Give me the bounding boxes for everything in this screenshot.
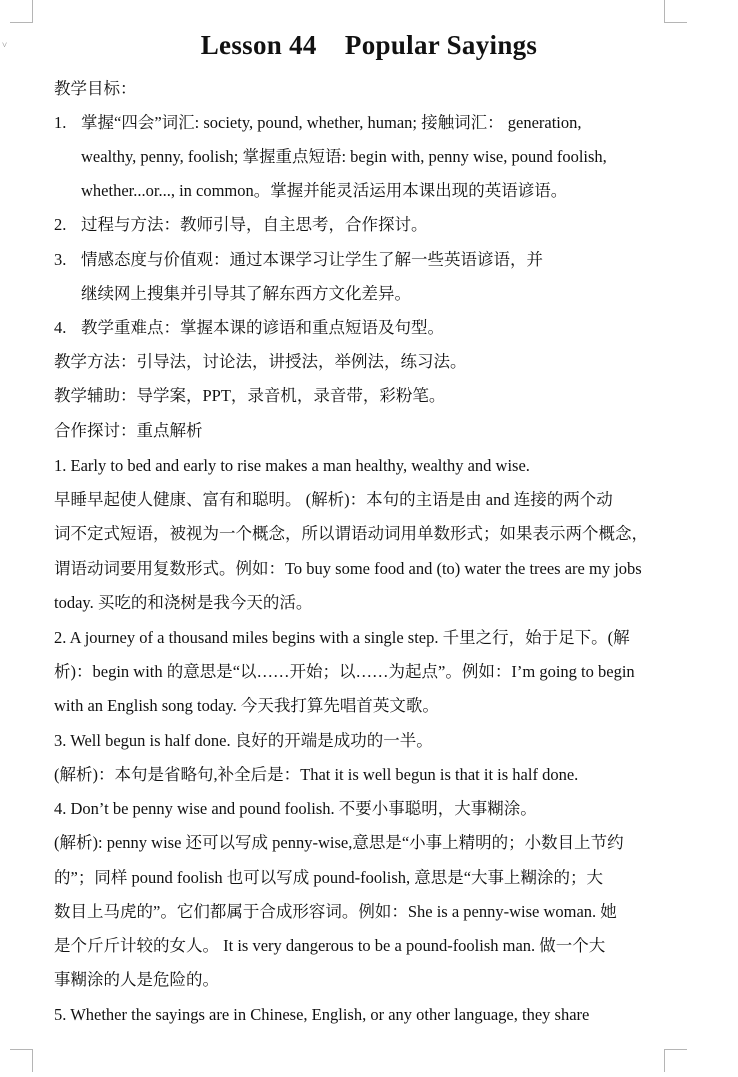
goal-line: 掌握“四会”词汇: society, pound, whether, human; 接触词汇： generation,: [81, 113, 582, 132]
discussion-heading: 合作探讨：重点解析: [54, 421, 203, 440]
body-line: (解析)：本句是省略句,补全后是：That it is well begun is that it is half done.: [54, 765, 579, 784]
body-line: 的”；同样 pound foolish 也可以写成 pound-foolish, 意思是“大事上糊涂的；大: [54, 868, 604, 887]
goal-item-2: [54, 214, 428, 236]
collapse-marker-icon[interactable]: ˅: [2, 40, 8, 50]
body-line: 数目上马虎的”。它们都属于合成形容词。例如：She is a penny-wise woman. 她: [54, 902, 617, 921]
goal-number: 4.: [54, 318, 67, 337]
goal-item-1: [54, 112, 582, 134]
body-line: today. 买吃的和浇树是我今天的活。: [54, 593, 313, 612]
crop-mark-top-right: [664, 0, 687, 23]
goal-item-4: [54, 317, 444, 339]
lesson-title: Lesson 44 Popular Sayings: [200, 30, 538, 60]
goal-number: 1.: [54, 113, 67, 132]
body-line: 词不定式短语，被视为一个概念，所以谓语动词用单数形式；如果表示两个概念，: [54, 524, 648, 543]
crop-mark-bottom-right: [664, 1049, 687, 1072]
goal-line: 继续网上搜集并引导其了解东西方文化差异。: [81, 284, 411, 303]
body-line: 谓语动词要用复数形式。例如：To buy some food and (to) water the trees are my jobs: [54, 559, 642, 578]
body-line: with an English song today. 今天我打算先唱首英文歌。: [54, 696, 439, 715]
body-line: 事糊涂的人是危险的。: [54, 970, 219, 989]
body-line: 3. Well begun is half done. 良好的开端是成功的一半。: [54, 731, 433, 750]
goal-number: 2.: [54, 215, 67, 234]
goal-line: 过程与方法：教师引导，自主思考，合作探讨。: [81, 215, 428, 234]
body-line: 5. Whether the sayings are in Chinese, English, or any other language, they share: [54, 1005, 590, 1024]
body-line: 是个斤斤计较的女人。 It is very dangerous to be a pound-foolish man. 做一个大: [54, 936, 606, 955]
body-line: 析)：begin with 的意思是“以……开始；以……为起点”。例如：I’m going to begin: [54, 662, 635, 681]
body-line: 早睡早起使人健康、富有和聪明。 (解析)：本句的主语是由 and 连接的两个动: [54, 490, 613, 509]
body-line: 2. A journey of a thousand miles begins with a single step. 千里之行，始于足下。(解: [54, 628, 630, 647]
crop-mark-bottom-left: [10, 1049, 33, 1072]
teaching-methods: 教学方法：引导法，讨论法，讲授法，举例法，练习法。: [54, 352, 467, 371]
teaching-aids: 教学辅助：导学案，PPT，录音机，录音带，彩粉笔。: [54, 386, 446, 405]
body-line: (解析): penny wise 还可以写成 penny-wise,意思是“小事上精明的；小数目上节约: [54, 833, 624, 852]
goal-line: wealthy, penny, foolish; 掌握重点短语: begin with, penny wise, pound foolish,: [81, 147, 607, 166]
goal-line: 教学重难点：掌握本课的谚语和重点短语及句型。: [81, 318, 444, 337]
goal-item-3: [54, 249, 543, 271]
goal-line: whether...or..., in common。掌握并能灵活运用本课出现的英语谚语。: [81, 181, 568, 200]
goals-label: 教学目标：: [54, 79, 137, 98]
body-line: 1. Early to bed and early to rise makes a man healthy, wealthy and wise.: [54, 456, 530, 475]
body-line: 4. Don’t be penny wise and pound foolish. 不要小事聪明，大事糊涂。: [54, 799, 537, 818]
goal-line: 情感态度与价值观：通过本课学习让学生了解一些英语谚语，并: [81, 250, 543, 269]
goal-number: 3.: [54, 250, 67, 269]
crop-mark-top-left: [10, 0, 33, 23]
